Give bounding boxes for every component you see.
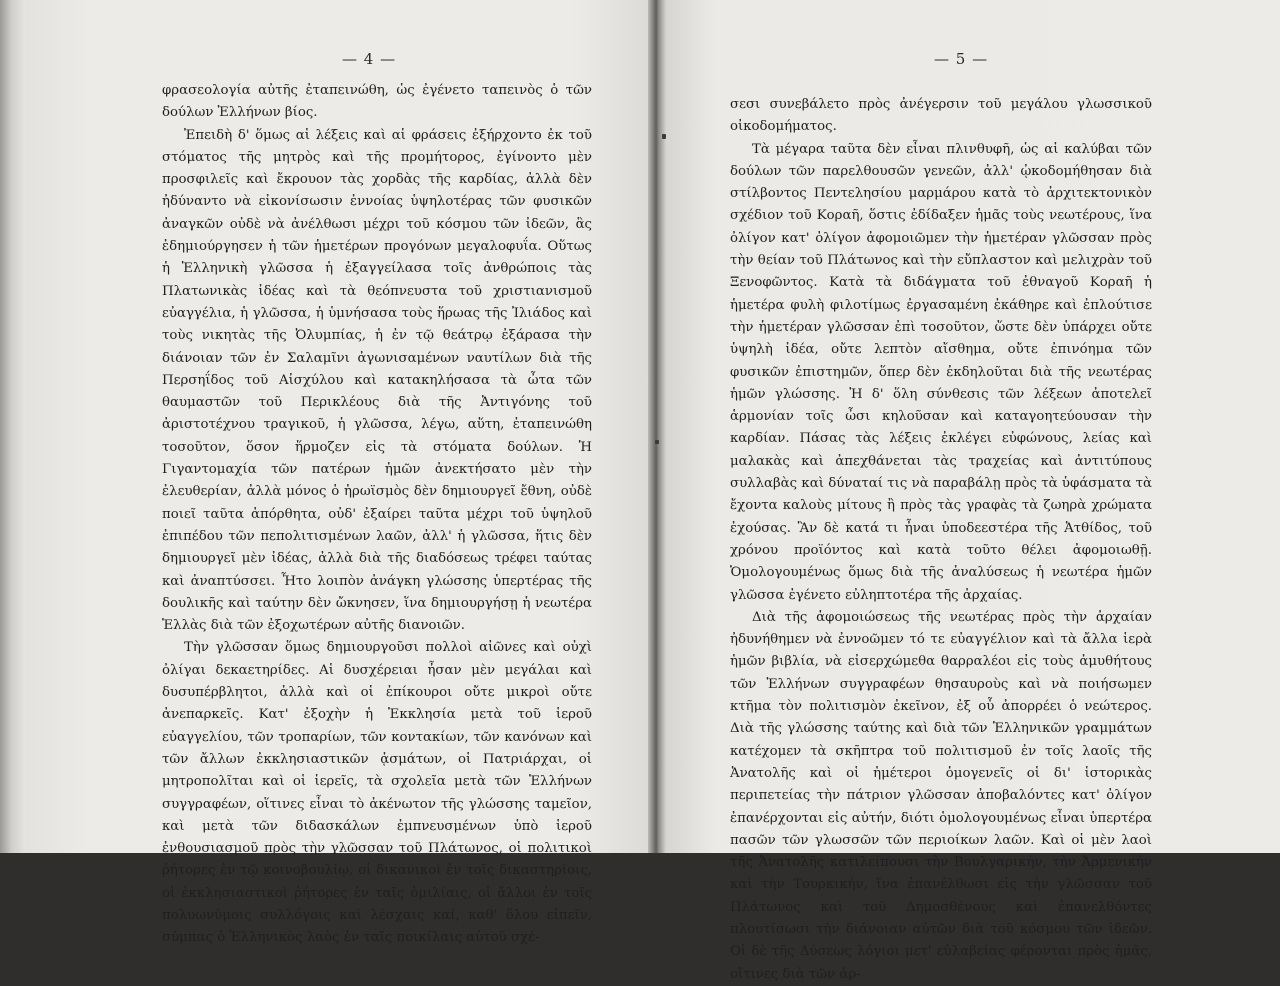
page-number-right: — 5 — xyxy=(934,50,989,68)
book-edge xyxy=(0,0,26,853)
ink-speck xyxy=(655,440,659,444)
paragraph: Ἐπειδὴ δ' ὅμως αἱ λέξεις καὶ αἱ φράσεις ἐξήρχοντο ἐκ τοῦ στόματος τῆς μητρὸς καὶ τῆς προμήτορος, ἐγίνοντο μὲν προσφιλεῖς καὶ ἔκρουον τὰς χορδὰς τῆς καρδίας, ἀλλὰ δὲν ἠδύναντο νὰ εἰκονίσωσιν ἐννοίας ὑψηλοτέρας τῶν φυσικῶν ἀναγκῶν οὐδὲ νὰ ἀνέλθωσι μέχρι τοῦ κόσμου τῶν ἰδεῶν, ἃς ἐδημιούργησεν ἡ τῶν ἡμετέρων προγόνων μεγαλοφυΐα. Οὕτως ἡ Ἑλληνικὴ γλῶσσα ἡ ἐξαγγείλασα τοῖς ἀνθρώποις τὰς Πλατωνικὰς ἰδέας καὶ τὰ θεόπνευστα τοῦ χριστιανισμοῦ εὐαγγέλια, ἡ γλῶσσα, ἡ ὑμνήσασα τοὺς ἥρωας τῆς Ἰλιάδος καὶ τοὺς νικητὰς τῆς Ὀλυμπίας, ἡ ἐν τῷ θεάτρῳ ἐξάρασα τὴν διάνοιαν τῶν ἐν Σαλαμῖνι ἀγωνισαμένων ναυτίλων διὰ τῆς Περσηΐδος τοῦ Αἰσχύλου καὶ κατακηλήσασα τὰ ὦτα τῶν θαυμαστῶν τοῦ Περικλέους διὰ τῆς Ἀντιγόνης τοῦ ἀριστοτέχνου τραγικοῦ, ἡ γλῶσσα, λέγω, αὕτη, ἐταπεινώθη τοσοῦτον, ὅσον ἥρμοζεν εἰς τὰ στόματα δούλων. Ἡ Γιγαντομαχία τῶν πατέρων ἡμῶν ἀνεκτήσατο μὲν τὴν ἐλευθερίαν, ἀλλὰ μόνος ὁ ἡρωϊσμὸς δὲν δημιουργεῖ ἔθνη, οὐδὲ ποιεῖ ταῦτα ἀπόρθητα, οὐδ' ἐξαίρει ταῦτα μέχρι τοῦ ὑψηλοῦ ἐπιπέδου τῶν πεπολιτισμένων λαῶν, ἀλλ' ἡ γλῶσσα, ἥτις δὲν δημιουργεῖ μὲν ἰδέας, ἀλλὰ διὰ τῆς διαδόσεως τρέφει ταύτας καὶ ἀναπτύσσει. Ἦτο λοιπὸν ἀνάγκη γλώσσης ὑπερτέρας τῆς δουλικῆς καὶ ταύτην δὲν ὤκνησεν, ἵνα δημιουργήσῃ ἡ νεωτέρα Ἑλλὰς διὰ τῶν ἐξοχωτέρων αὐτῆς διανοιῶν. xyxy=(162,127,592,634)
right-page-text xyxy=(730,94,1152,986)
ink-speck xyxy=(662,134,666,139)
paragraph: Τὴν γλῶσσαν ὅμως δημιουργοῦσι πολλοὶ αἰῶνες καὶ οὐχὶ ὀλίγαι δεκαετηρίδες. Αἱ δυσχέρειαι ἦσαν μὲν μεγάλαι καὶ δυσυπέρβλητοι, ἀλλὰ καὶ οἱ ἐπίκουροι οὔτε μικροὶ οὔτε ἀνεπαρκεῖς. Κατ' ἐξοχὴν ἡ Ἐκκλησία μετὰ τοῦ ἱεροῦ εὐαγγελίου, τῶν τροπαρίων, τῶν κοντακίων, τῶν κανόνων καὶ τῶν ἄλλων ἐκκλησιαστικῶν ᾀσμάτων, οἱ Πατριάρχαι, οἱ μητροπολῖται καὶ οἱ ἱερεῖς, τὰ σχολεῖα μετὰ τῶν Ἑλλήνων συγγραφέων, οἵτινες εἶναι τὸ ἀκένωτον τῆς γλώσσης ταμεῖον, καὶ μετὰ τῶν διδασκάλων ἐμπνευσμένων ὑπὸ ἱεροῦ ἐνθουσιασμοῦ πρὸς τὴν γλῶσσαν τοῦ Πλάτωνος, οἱ πολιτικοὶ ῥήτορες ἐν τῷ κοινοβουλίῳ, οἱ δικανικοὶ ἐν τοῖς δικαστηρίοις, οἱ ἐκκλησιαστικοὶ ῥήτορες ἐν ταῖς ὁμιλίαις, οἱ ἄλλοι ἐν τοῖς πολυωνύμοις συλλόγοις καὶ λέσχαις καί, καθ' ὅλου εἰπεῖν, σύμπας ὁ Ἑλληνικὸς λαὸς ἐν ταῖς ποικίλαις αὐτοῦ σχέ- xyxy=(162,640,592,946)
left-page xyxy=(26,0,648,946)
page-number-left: — 4 — xyxy=(342,50,397,68)
paragraph: φρασεολογία αὐτῆς ἐταπεινώθη, ὡς ἐγένετο ταπεινὸς ὁ τῶν δούλων Ἑλλήνων βίος. xyxy=(162,83,592,121)
book-gutter xyxy=(648,0,666,853)
left-page-text xyxy=(162,80,592,950)
right-page xyxy=(666,0,1280,982)
paragraph: Τὰ μέγαρα ταῦτα δὲν εἶναι πλινθυφῆ, ὡς αἱ καλύβαι τῶν δούλων τῶν παρελθουσῶν γενεῶν, ἀλλ' ᾠκοδομήθησαν διὰ στίλβοντος Πεντελησίου μαρμάρου κατὰ τὸ ἀρχιτεκτονικὸν σχέδιον τοῦ Κοραῆ, ὅστις ἐδίδαξεν ἡμᾶς τοὺς νεωτέρους, ἵνα ὀλίγον κατ' ὀλίγον ἀφομοιῶμεν τὴν ἡμετέραν γλῶσσαν πρὸς τὴν θείαν τοῦ Πλάτωνος καὶ τὴν εὔπλαστον καὶ μελιχρὰν τοῦ Ξενοφῶντος. Κατὰ τὰ διδάγματα τοῦ ἐθναγοῦ Κοραῆ ἡ ἡμετέρα φυλὴ φιλοτίμως ἐργασαμένη ἐκάθηρε καὶ ἐπλούτισε τὴν ἡμετέραν γλῶσσαν ἐπὶ τοσοῦτον, ὥστε δὲν ὑπάρχει οὔτε ὑψηλὴ ἰδέα, οὔτε λεπτὸν αἴσθημα, οὔτε ἐπινόημα τῶν φυσικῶν ἐπιστημῶν, ὅπερ δὲν ἐκδηλοῦται διὰ τῆς νεωτέρας ἡμῶν γλώσσης. Ἡ δ' ὅλη σύνθεσις τῶν λέξεων ἀποτελεῖ ἁρμονίαν τοῖς ὦσι κηλοῦσαν καὶ καταγοητεύουσαν τὴν καρδίαν. Πάσας τὰς λέξεις ἐκλέγει εὐφώνους, λείας καὶ μαλακὰς καὶ ἀπεχθάνεται τὰς τραχείας καὶ ἀντιτύπους συλλαβὰς καὶ δύναταί τις νὰ παραβάλῃ πρὸς τὰ ὑφάσματα τὰ ἔχοντα καλοὺς μίτους ἢ πρὸς τὰς γραφὰς τὰ ζωηρὰ χρώματα ἐχούσας. Ἂν δὲ κατά τι ἦναι ὑποδεεστέρα τῆς Ἀτθίδος, τοῦ χρόνου προϊόντος καὶ κατὰ τοῦτο θέλει ἀφομοιωθῇ. Ὁμολογουμένως ὅμως διὰ τῆς ἀναλύσεως ἡ νεωτέρα ἡμῶν γλῶσσα ἐγένετο εὐληπτοτέρα τῆς ἀρχαίας. xyxy=(730,141,1152,603)
paragraph: Διὰ τῆς ἀφομοιώσεως τῆς νεωτέρας πρὸς τὴν ἀρχαίαν ἠδυνήθημεν νὰ ἐννοῶμεν τό τε εὐαγγέλιον καὶ τὰ ἄλλα ἱερὰ ἡμῶν βιβλία, νὰ εἰσερχώμεθα θαρραλέοι εἰς τοὺς ἀμυθήτους τῶν Ἑλλήνων συγγραφέων θησαυροὺς καὶ νὰ ποιήσωμεν κτῆμα τὸν πολιτισμὸν ἐκεῖνον, ἐξ οὗ ἀπορρέει ὁ νεώτερος. Διὰ τῆς γλώσσης ταύτης καὶ διὰ τῶν Ἑλληνικῶν γραμμάτων κατέχομεν τὰ σκῆπτρα τοῦ πολιτισμοῦ ἐν τοῖς λαοῖς τῆς Ἀνατολῆς καὶ οἱ ἡμέτεροι ὁμογενεῖς οἱ δι' ἱστορικὰς περιπετείας τὴν πάτριον γλῶσσαν ἀποβαλόντες κατ' ὀλίγον ἐπανέρχονται εἰς αὐτήν, διότι ὁμολογουμένως εἶναι ὑπερτέρα πασῶν τῶν γλωσσῶν τῶν περιοίκων λαῶν. Καὶ οἱ μὲν λαοὶ τῆς Ἀνατολῆς κατιλείπουσι τὴν Βουλγαρικήν, τὴν Ἀρμενικὴν καὶ τὴν Τουρκικήν, ἵνα ἐπανέλθωσι εἰς τὴν γλῶσσαν τοῦ Πλάτωνος καὶ τοῦ Δημοσθένους καὶ ἐπανελθόντες πλουτίσωσι τὴν διάνοιαν αὐτῶν διὰ τοῦ κόσμου τῶν ἰδεῶν. Οἱ δὲ τῆς Δύσεως λόγιοι μετ' εὐλαβείας φέρονται πρὸς ἡμᾶς, οἵτινες διὰ τῶν ἀρ- xyxy=(730,609,1152,982)
paragraph: σεσι συνεβάλετο πρὸς ἀνέγερσιν τοῦ μεγάλου γλωσσικοῦ οἰκοδομήματος. xyxy=(730,97,1152,135)
